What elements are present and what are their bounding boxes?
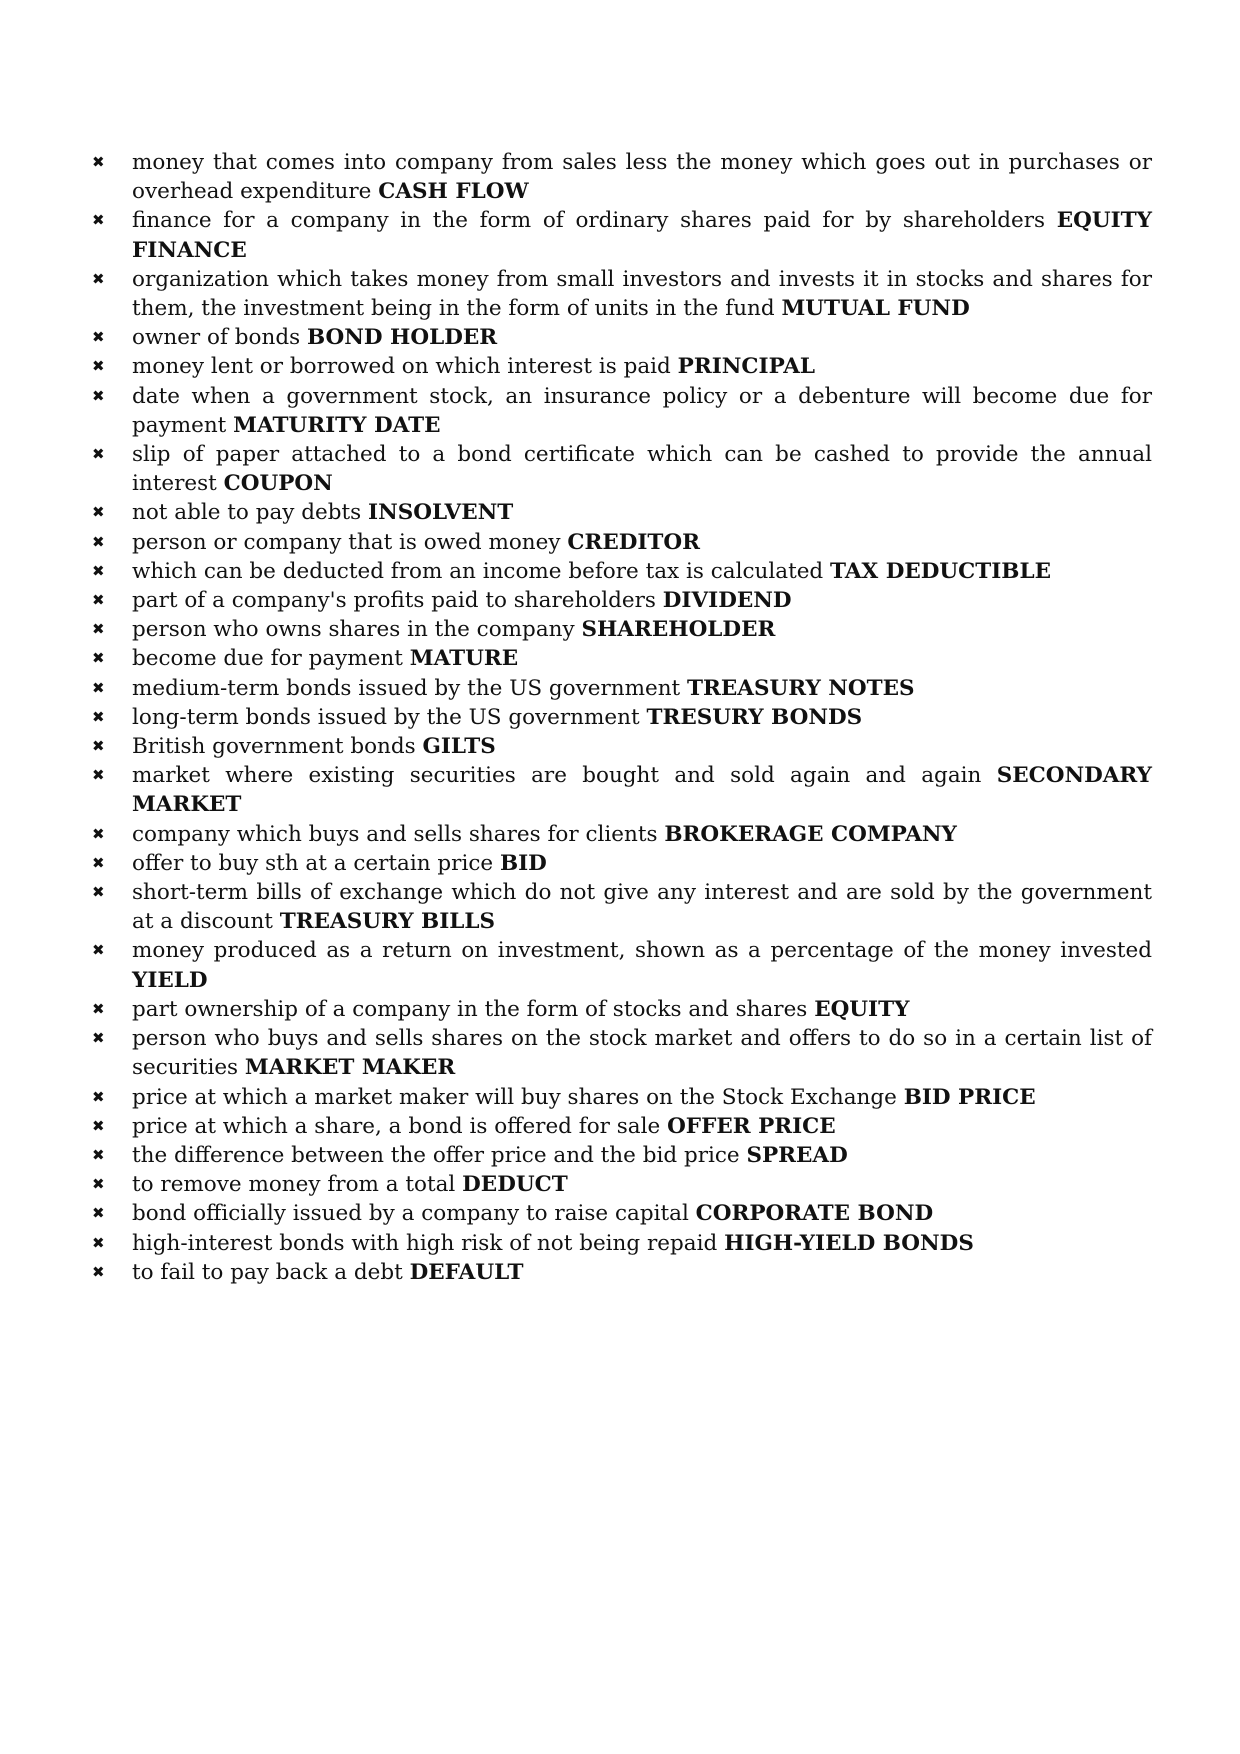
entry-definition: market where existing securities are bought and sold again and again (132, 763, 982, 789)
entry-term: TRESURY BONDS (646, 704, 863, 730)
cross-bullet-icon: ✖ (92, 883, 105, 902)
entry-definition: bond officially issued by a company to raise capital (132, 1201, 689, 1227)
cross-bullet-icon: ✖ (92, 445, 105, 464)
glossary-entry (92, 1170, 1152, 1199)
glossary-entry (92, 1024, 1152, 1082)
entry-definition: which can be deducted from an income before tax is calculated (132, 558, 824, 584)
cross-bullet-icon: ✖ (92, 853, 105, 872)
cross-bullet-icon: ✖ (92, 1175, 105, 1194)
entry-term: CASH FLOW (378, 179, 529, 205)
entry-definition: company which buys and sells shares for clients (132, 821, 658, 847)
glossary-entry (92, 878, 1152, 936)
entry-definition: price at which a market maker will buy shares on the Stock Exchange (132, 1084, 897, 1110)
cross-bullet-icon: ✖ (92, 649, 105, 668)
glossary-entry (92, 1141, 1152, 1170)
entry-term: YIELD (132, 967, 208, 993)
entry-term: MATURITY DATE (233, 412, 441, 438)
cross-bullet-icon: ✖ (92, 707, 105, 726)
entry-term: EQUITY (814, 996, 910, 1022)
entry-definition: money lent or borrowed on which interest is paid (132, 354, 671, 380)
glossary-entry (92, 528, 1152, 557)
entry-definition: money produced as a return on investment, shown as a percentage of the money invested (132, 938, 1152, 964)
cross-bullet-icon: ✖ (92, 503, 105, 522)
entry-term: HIGH-YIELD BONDS (724, 1230, 974, 1256)
glossary-entry (92, 352, 1152, 381)
glossary-entry (92, 703, 1152, 732)
glossary-entry (92, 323, 1152, 352)
cross-bullet-icon: ✖ (92, 1204, 105, 1223)
cross-bullet-icon: ✖ (92, 941, 105, 960)
entry-term: BID (499, 850, 547, 876)
entry-definition: owner of bonds (132, 325, 301, 351)
entry-term: BROKERAGE COMPANY (664, 821, 957, 847)
cross-bullet-icon: ✖ (92, 591, 105, 610)
entry-definition: medium-term bonds issued by the US government (132, 675, 681, 701)
cross-bullet-icon: ✖ (92, 269, 105, 288)
glossary-entry (92, 206, 1152, 264)
cross-bullet-icon: ✖ (92, 737, 105, 756)
cross-bullet-icon: ✖ (92, 999, 105, 1018)
entry-term: CREDITOR (567, 529, 701, 555)
cross-bullet-icon: ✖ (92, 328, 105, 347)
glossary-entry (92, 148, 1152, 206)
glossary-entry (92, 557, 1152, 586)
cross-bullet-icon: ✖ (92, 678, 105, 697)
cross-bullet-icon: ✖ (92, 561, 105, 580)
entry-term: SECONDARY MARKET (132, 763, 1152, 818)
glossary-entry (92, 995, 1152, 1024)
entry-definition: long-term bonds issued by the US government (132, 704, 640, 730)
entry-definition: slip of paper attached to a bond certificate which can be cashed to provide the annual interest (132, 442, 1152, 497)
entry-term: DIVIDEND (662, 588, 792, 614)
glossary-entry (92, 1083, 1152, 1112)
cross-bullet-icon: ✖ (92, 620, 105, 639)
entry-definition: finance for a company in the form of ordinary shares paid for by shareholders (132, 208, 1046, 234)
cross-bullet-icon: ✖ (92, 1029, 105, 1048)
entry-definition: the difference between the offer price and the bid price (132, 1142, 740, 1168)
glossary-entry (92, 440, 1152, 498)
entry-definition: part ownership of a company in the form of stocks and shares (132, 996, 808, 1022)
glossary-entry (92, 1258, 1152, 1287)
entry-definition: date when a government stock, an insurance policy or a debenture will become due for payment (132, 383, 1152, 438)
entry-term: MATURE (409, 646, 519, 672)
entry-term: BOND HOLDER (306, 325, 498, 351)
cross-bullet-icon: ✖ (92, 357, 105, 376)
glossary-entry (92, 586, 1152, 615)
glossary-entry (92, 761, 1152, 819)
entry-term: INSOLVENT (368, 500, 514, 526)
cross-bullet-icon: ✖ (92, 211, 105, 230)
entry-term: GILTS (422, 734, 496, 760)
entry-term: TREASURY BILLS (279, 909, 496, 935)
entry-term: TREASURY NOTES (687, 675, 915, 701)
glossary-entry (92, 849, 1152, 878)
entry-term: CORPORATE BOND (695, 1201, 934, 1227)
entry-definition: become due for payment (132, 646, 403, 672)
glossary-list (92, 148, 1152, 1287)
entry-definition: part of a company's profits paid to shareholders (132, 588, 656, 614)
glossary-entry (92, 732, 1152, 761)
entry-definition: price at which a share, a bond is offered for sale (132, 1113, 661, 1139)
glossary-entry (92, 1199, 1152, 1228)
glossary-entry (92, 644, 1152, 673)
cross-bullet-icon: ✖ (92, 532, 105, 551)
entry-term: COUPON (223, 471, 333, 497)
entry-term: DEDUCT (462, 1172, 568, 1198)
entry-term: BID PRICE (903, 1084, 1036, 1110)
entry-definition: short-term bills of exchange which do not give any interest and are sold by the government at a discount (132, 880, 1152, 935)
glossary-entry (92, 674, 1152, 703)
entry-definition: person who owns shares in the company (132, 617, 575, 643)
cross-bullet-icon: ✖ (92, 824, 105, 843)
entry-definition: to remove money from a total (132, 1172, 456, 1198)
entry-definition: British government bonds (132, 734, 416, 760)
glossary-entry (92, 498, 1152, 527)
entry-definition: offer to buy sth at a certain price (132, 850, 494, 876)
glossary-entry (92, 820, 1152, 849)
glossary-entry (92, 1112, 1152, 1141)
entry-term: DEFAULT (409, 1259, 524, 1285)
cross-bullet-icon: ✖ (92, 1116, 105, 1135)
entry-definition: organization which takes money from small investors and invests it in stocks and shares for them, the investment being in the form of units in the fund (132, 266, 1152, 322)
entry-term: PRINCIPAL (677, 354, 815, 380)
glossary-entry (92, 615, 1152, 644)
entry-term: MUTUAL FUND (781, 296, 970, 322)
cross-bullet-icon: ✖ (92, 1087, 105, 1106)
cross-bullet-icon: ✖ (92, 766, 105, 785)
cross-bullet-icon: ✖ (92, 386, 105, 405)
glossary-entry (92, 936, 1152, 994)
entry-term: SPREAD (746, 1142, 848, 1168)
entry-definition: money that comes into company from sales less the money which goes out in purchases or overhead expenditure (132, 150, 1152, 205)
glossary-entry (92, 382, 1152, 440)
cross-bullet-icon: ✖ (92, 1145, 105, 1164)
entry-definition: high-interest bonds with high risk of not being repaid (132, 1230, 718, 1256)
entry-definition: person who buys and sells shares on the stock market and offers to do so in a certain list of securities (132, 1026, 1152, 1081)
entry-term: TAX DEDUCTIBLE (830, 558, 1051, 584)
glossary-entry (92, 1229, 1152, 1258)
entry-term: SHAREHOLDER (581, 617, 776, 643)
entry-definition: not able to pay debts (132, 500, 362, 526)
entry-definition: to fail to pay back a debt (132, 1259, 403, 1285)
entry-term: OFFER PRICE (667, 1113, 836, 1139)
cross-bullet-icon: ✖ (92, 1233, 105, 1252)
cross-bullet-icon: ✖ (92, 153, 105, 171)
cross-bullet-icon: ✖ (92, 1262, 105, 1281)
entry-term: EQUITY FINANCE (132, 208, 1152, 263)
glossary-entry (92, 265, 1152, 323)
entry-term: MARKET MAKER (244, 1055, 456, 1081)
entry-definition: person or company that is owed money (132, 529, 561, 555)
